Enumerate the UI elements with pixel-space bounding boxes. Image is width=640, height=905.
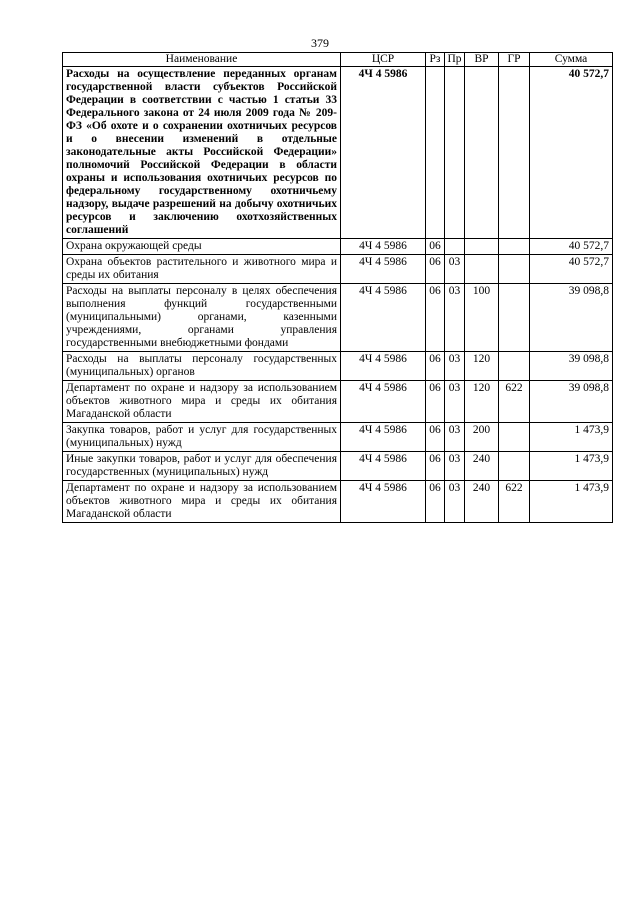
header-name: Наименование [63, 53, 341, 67]
row-name: Закупка товаров, работ и услуг для государственных (муниципальных) нужд [63, 423, 341, 452]
row-sum: 40 572,7 [530, 255, 613, 284]
row-rz [426, 67, 445, 239]
row-name: Расходы на выплаты персоналу государственных (муниципальных) органов [63, 352, 341, 381]
row-sum: 1 473,9 [530, 481, 613, 523]
row-gr [499, 423, 530, 452]
table-row [63, 67, 613, 239]
row-sum: 39 098,8 [530, 381, 613, 423]
budget-table [62, 52, 613, 523]
row-gr [499, 239, 530, 255]
row-pr: 03 [445, 284, 465, 352]
row-vr [465, 67, 499, 239]
row-name: Расходы на осуществление переданных органам государственной власти субъектов Российской Федерации в соответствии с частью 1 статьи 33 Федерального закона от 24 июля 2009 года № 209-ФЗ «Об охоте и о сохранении охотничьих ресурсов и о внесении изменений в отдельные законодательные акты Российской Федерации» полномочий Российской Федерации в области охраны и использования охотничьих ресурсов по федеральному государственному охотничьему надзору, выдаче разрешений на добычу охотничьих ресурсов и заключению охотхозяйственных соглашений [63, 67, 341, 239]
row-gr [499, 284, 530, 352]
row-sum: 1 473,9 [530, 423, 613, 452]
row-pr [445, 239, 465, 255]
header-gr: ГР [499, 53, 530, 67]
header-rz: Рз [426, 53, 445, 67]
row-pr: 03 [445, 481, 465, 523]
header-csr: ЦСР [341, 53, 426, 67]
row-gr [499, 67, 530, 239]
table-header-row [63, 53, 613, 67]
header-pr: Пр [445, 53, 465, 67]
table-row [63, 452, 613, 481]
header-vr: ВР [465, 53, 499, 67]
row-rz: 06 [426, 381, 445, 423]
row-csr: 4Ч 4 5986 [341, 452, 426, 481]
row-vr: 100 [465, 284, 499, 352]
table-row [63, 239, 613, 255]
table-row [63, 352, 613, 381]
row-rz: 06 [426, 452, 445, 481]
row-sum: 1 473,9 [530, 452, 613, 481]
row-gr [499, 352, 530, 381]
table-row [63, 423, 613, 452]
row-gr [499, 255, 530, 284]
row-gr: 622 [499, 481, 530, 523]
row-vr: 120 [465, 381, 499, 423]
row-pr: 03 [445, 423, 465, 452]
row-rz: 06 [426, 481, 445, 523]
row-csr: 4Ч 4 5986 [341, 284, 426, 352]
row-pr: 03 [445, 381, 465, 423]
row-csr: 4Ч 4 5986 [341, 255, 426, 284]
row-rz: 06 [426, 284, 445, 352]
row-csr: 4Ч 4 5986 [341, 239, 426, 255]
page-number: 379 [311, 36, 329, 50]
row-vr: 120 [465, 352, 499, 381]
row-sum: 40 572,7 [530, 239, 613, 255]
row-sum: 40 572,7 [530, 67, 613, 239]
row-pr: 03 [445, 352, 465, 381]
row-vr: 240 [465, 481, 499, 523]
row-csr: 4Ч 4 5986 [341, 352, 426, 381]
row-name: Охрана окружающей среды [63, 239, 341, 255]
row-gr: 622 [499, 381, 530, 423]
table-row [63, 481, 613, 523]
row-name: Департамент по охране и надзору за использованием объектов животного мира и среды их обитания Магаданской области [63, 381, 341, 423]
header-sum: Сумма [530, 53, 613, 67]
row-rz: 06 [426, 352, 445, 381]
row-name: Департамент по охране и надзору за использованием объектов животного мира и среды их обитания Магаданской области [63, 481, 341, 523]
row-name: Расходы на выплаты персоналу в целях обеспечения выполнения функций государственными (муниципальными) органами, казенными учреждениями, органами управления государственными внебюджетными фондами [63, 284, 341, 352]
row-rz: 06 [426, 423, 445, 452]
row-csr: 4Ч 4 5986 [341, 381, 426, 423]
table-row [63, 381, 613, 423]
row-pr: 03 [445, 255, 465, 284]
row-csr: 4Ч 4 5986 [341, 423, 426, 452]
table-row [63, 255, 613, 284]
row-sum: 39 098,8 [530, 284, 613, 352]
row-rz: 06 [426, 255, 445, 284]
row-vr [465, 239, 499, 255]
row-vr: 240 [465, 452, 499, 481]
row-csr: 4Ч 4 5986 [341, 481, 426, 523]
row-name: Иные закупки товаров, работ и услуг для обеспечения государственных (муниципальных) нужд [63, 452, 341, 481]
row-rz: 06 [426, 239, 445, 255]
row-sum: 39 098,8 [530, 352, 613, 381]
row-vr [465, 255, 499, 284]
row-name: Охрана объектов растительного и животного мира и среды их обитания [63, 255, 341, 284]
table-row [63, 284, 613, 352]
row-pr: 03 [445, 452, 465, 481]
row-vr: 200 [465, 423, 499, 452]
row-csr: 4Ч 4 5986 [341, 67, 426, 239]
row-pr [445, 67, 465, 239]
row-gr [499, 452, 530, 481]
